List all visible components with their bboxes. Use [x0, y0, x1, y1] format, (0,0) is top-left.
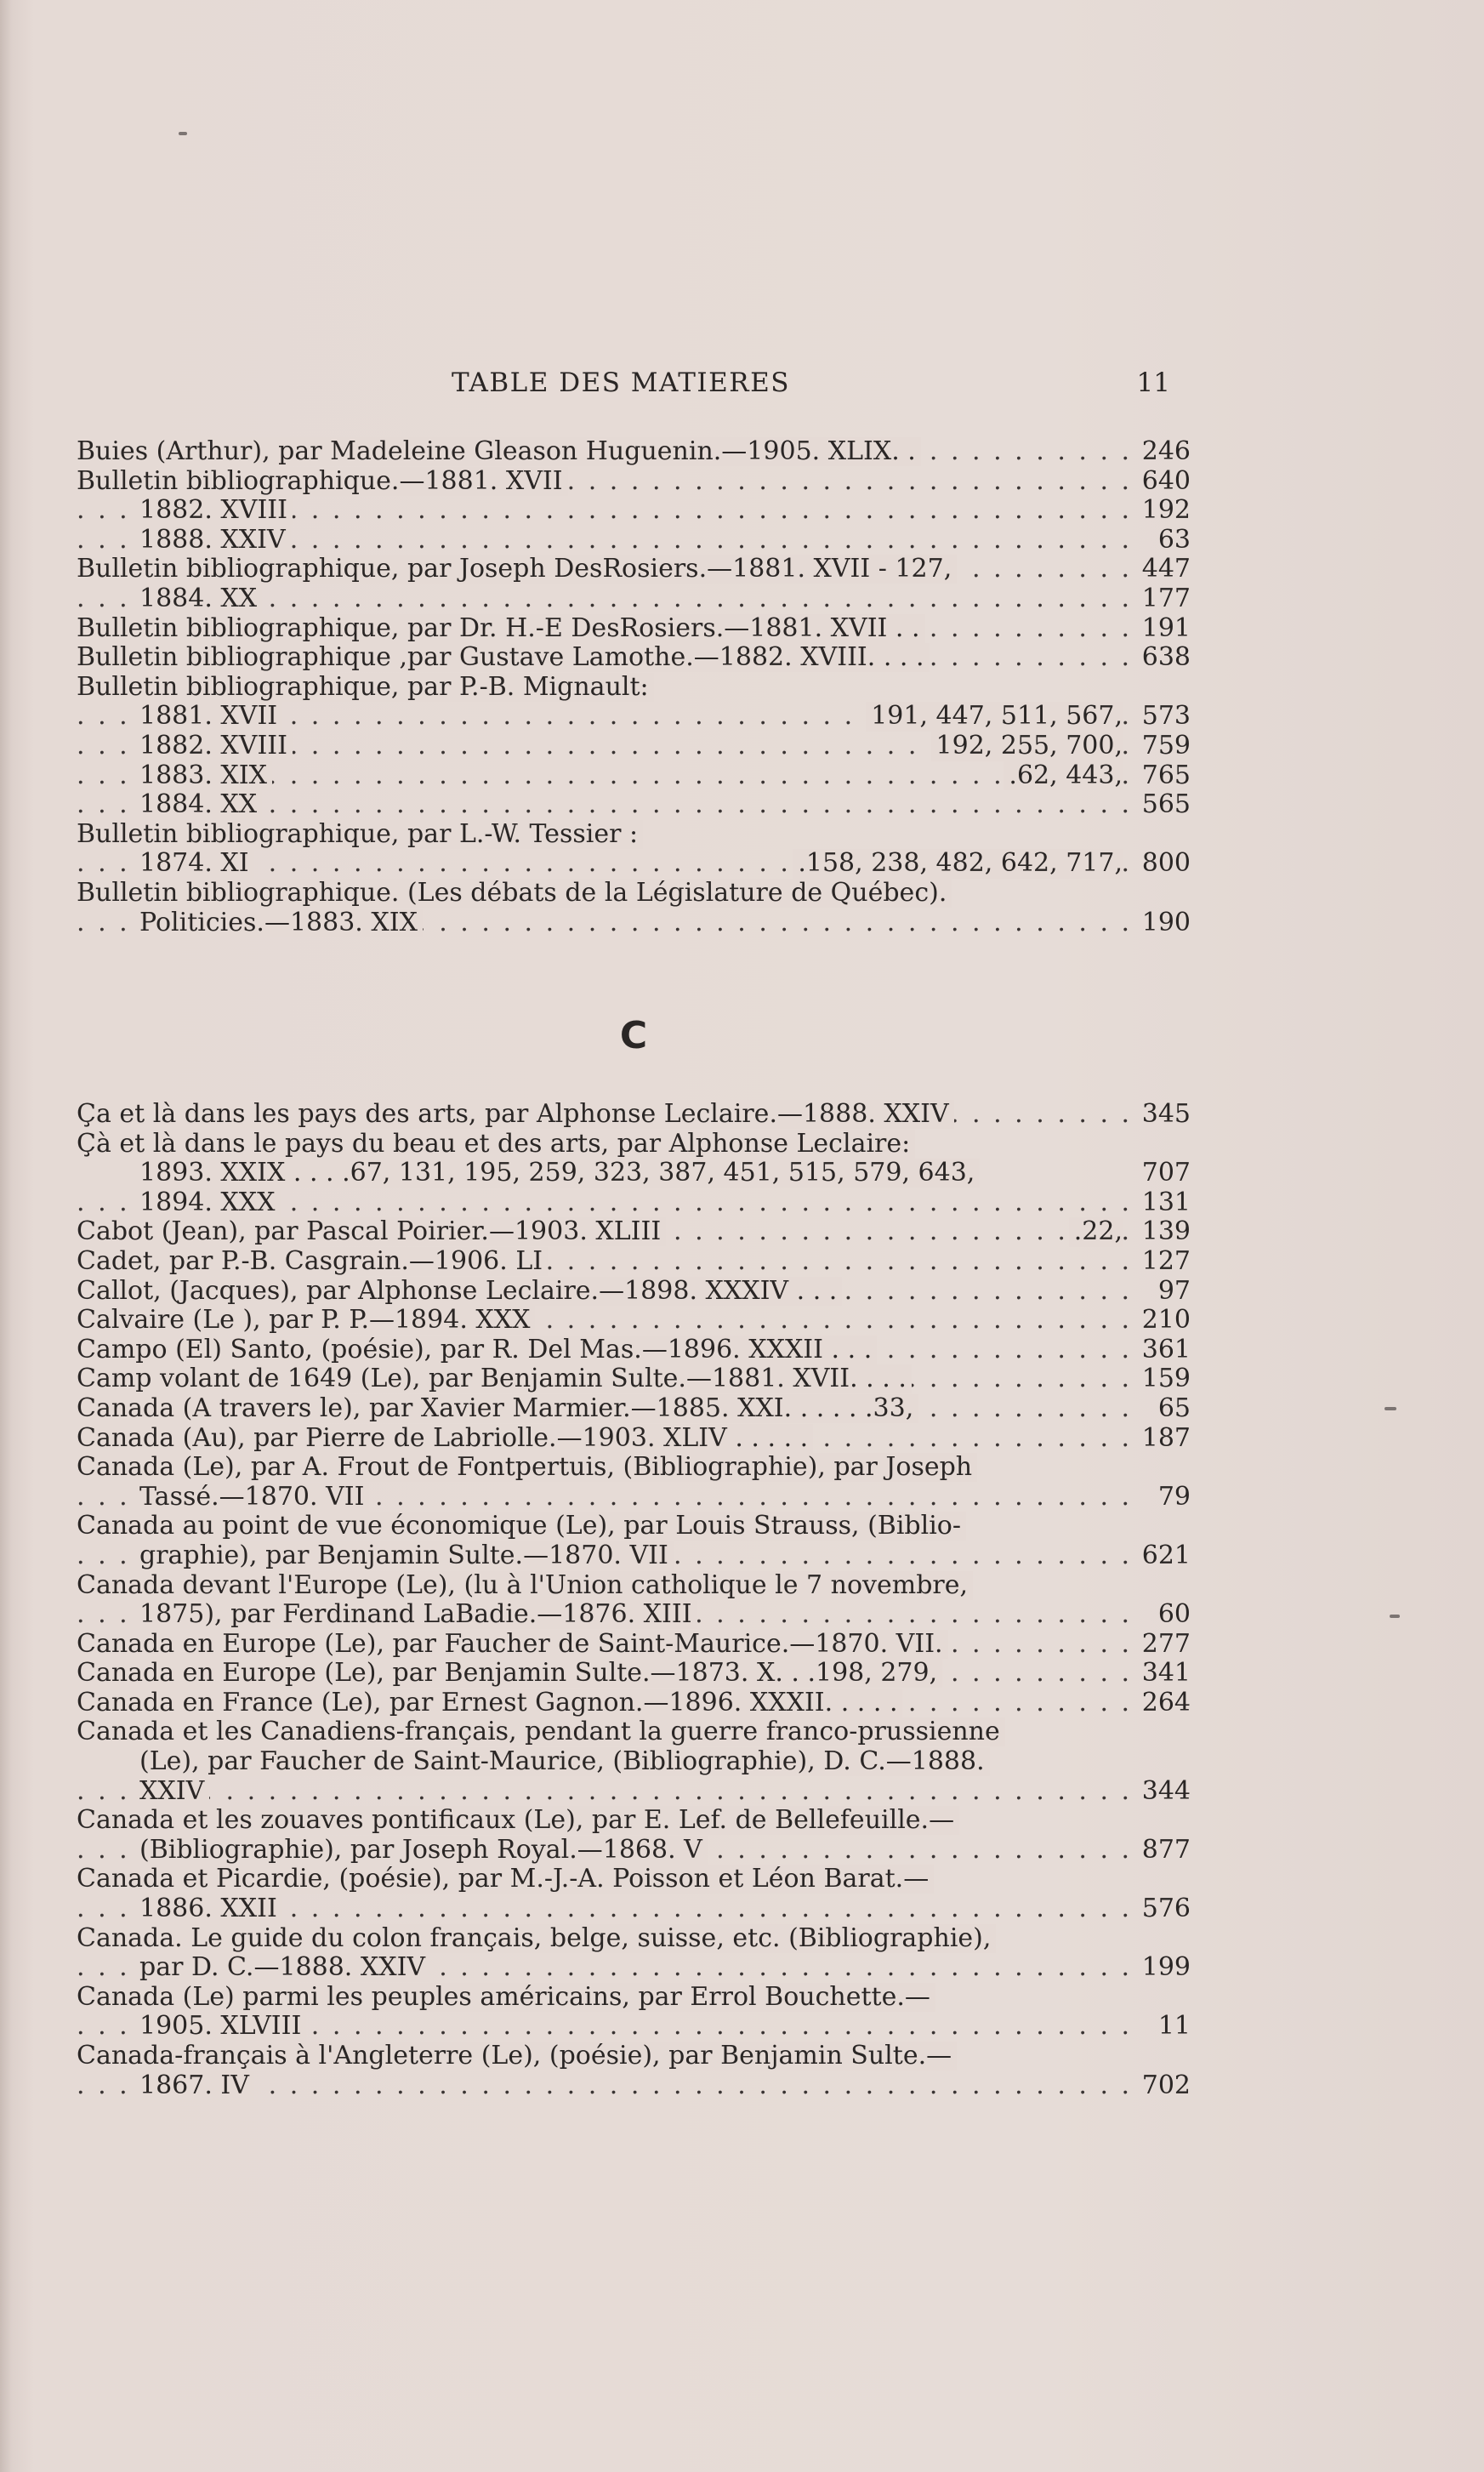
- index-entry: [77, 1983, 1191, 2042]
- page-number: 127: [1141, 1246, 1191, 1276]
- entry-continuation-line: [77, 526, 1191, 555]
- entry-line: [77, 673, 1191, 703]
- entry-text: 1894. XXX: [139, 1188, 281, 1217]
- entry-line: [77, 820, 1191, 850]
- page-number: 246: [1141, 437, 1191, 466]
- entry-text: Canada (Le), par A. Frout de Fontpertuis, (Bibliographie), par Joseph: [77, 1453, 977, 1482]
- entry-line: [77, 1364, 1191, 1394]
- dot-leader: [77, 1777, 1129, 1807]
- page-number: 576: [1141, 1894, 1191, 1924]
- index-entry: [77, 1100, 1191, 1130]
- index-entry: [77, 1424, 1191, 1454]
- entry-line: [77, 1512, 1191, 1541]
- entry-text: Calvaire (Le ), par P. P.—1894. XXX: [77, 1306, 535, 1335]
- entry-text: 1888. XXIV: [139, 526, 291, 555]
- entry-text: Bulletin bibliographique, par P.-B. Mignault:: [77, 673, 654, 702]
- page-number: 190: [1141, 908, 1191, 937]
- entry-line: [77, 1717, 1191, 1747]
- index-entry: [77, 1571, 1191, 1630]
- entry-line: [77, 2042, 1191, 2071]
- entry-continuation-line: [77, 1159, 1191, 1188]
- entry-text: 1883. XIX: [139, 761, 272, 790]
- page-number: 210: [1141, 1306, 1191, 1336]
- page-number: 759: [1141, 731, 1191, 760]
- page-number: 65: [1157, 1393, 1191, 1423]
- entry-text: Canada. Le guide du colon français, belge, suisse, etc. (Bibliographie),: [77, 1924, 996, 1953]
- entry-text: Canada en France (Le), par Ernest Gagnon.—1896. XXXII. . . . .: [77, 1689, 902, 1717]
- entry-text: Canada en Europe (Le), par Faucher de Saint-Maurice.—1870. VII.: [77, 1630, 948, 1659]
- header-page-number: 11: [1136, 367, 1170, 398]
- page-number: 621: [1141, 1541, 1191, 1570]
- entry-text: Ça et là dans les pays des arts, par Alphonse Leclaire.—1888. XXIV: [77, 1100, 954, 1129]
- entry-text: Callot, (Jacques), par Alphonse Leclaire.—1898. XXXIV . . .: [77, 1277, 842, 1306]
- entry-line: [77, 1983, 1191, 2013]
- index-section-c: [77, 1100, 1191, 2100]
- entry-line: [77, 1217, 1191, 1247]
- entry-text: Tassé.—1870. VII: [139, 1483, 369, 1512]
- page-number: 707: [1141, 1159, 1191, 1188]
- index-entry: [77, 673, 1191, 820]
- entry-text: Bulletin bibliographique ,par Gustave Lamothe.—1882. XVIII. . . .: [77, 643, 930, 672]
- index-entry: [77, 879, 1191, 937]
- entry-text: par D. C.—1888. XXIV: [139, 1953, 430, 1982]
- entry-text: Canada (A travers le), par Xavier Marmier.—1885. XXI. . . . . .33,: [77, 1394, 918, 1423]
- index-entry: [77, 1247, 1191, 1277]
- entry-text: Bulletin bibliographique, par Dr. H.-E DesRosiers.—1881. XVII . .: [77, 614, 925, 643]
- entry-text: 1867. IV: [139, 2071, 254, 2100]
- page-number: 60: [1157, 1600, 1191, 1630]
- index-entry: [77, 1924, 1191, 1983]
- entry-text: graphie), par Benjamin Sulte.—1870. VII: [139, 1541, 674, 1570]
- entry-continuation-line: [77, 496, 1191, 526]
- index-entry: [77, 1453, 1191, 1512]
- index-entry: [77, 437, 1191, 467]
- entry-text: Canada-français à l'Angleterre (Le), (poésie), par Benjamin Sulte.—: [77, 2042, 957, 2070]
- entry-line: [77, 1424, 1191, 1454]
- entry-continuation-line: [77, 1600, 1191, 1630]
- entry-continuation-line: [77, 1541, 1191, 1571]
- entry-continuation-line: [77, 1188, 1191, 1218]
- index-entry: [77, 614, 1191, 644]
- page-references: .22,: [1069, 1217, 1123, 1247]
- entry-text: (Bibliographie), par Joseph Royal.—1868. V: [139, 1836, 708, 1865]
- entry-text: Politicies.—1883. XIX: [139, 908, 423, 937]
- index-entry: [77, 1217, 1191, 1247]
- paper-speck: [179, 132, 187, 135]
- section-letter-heading: C: [619, 1014, 648, 1057]
- entry-line: [77, 1306, 1191, 1336]
- entry-text: Canada et les Canadiens-français, pendant la guerre franco-prussienne: [77, 1717, 1005, 1746]
- page-references: .62, 443,: [1004, 761, 1123, 791]
- page-number: 79: [1157, 1482, 1191, 1512]
- page-references: 192, 255, 700,: [931, 732, 1123, 761]
- page-number: 361: [1141, 1335, 1191, 1364]
- index-entry: [77, 1364, 1191, 1394]
- entry-text: XXIV: [139, 1777, 209, 1806]
- page-number: 63: [1157, 525, 1191, 555]
- entry-continuation-line: [77, 1777, 1191, 1807]
- entry-text: Campo (El) Santo, (poésie), par R. Del Mas.—1896. XXXII . . .: [77, 1336, 877, 1364]
- entry-continuation-line: [77, 2071, 1191, 2101]
- entry-text: Çà et là dans le pays du beau et des arts, par Alphonse Leclaire:: [77, 1130, 915, 1159]
- page-number: 97: [1157, 1276, 1191, 1306]
- entry-line: [77, 555, 1191, 584]
- page-number: 877: [1141, 1835, 1191, 1865]
- paper-speck: [1384, 1407, 1396, 1410]
- entry-line: [77, 1336, 1191, 1365]
- entry-text: 1881. XVII: [139, 702, 282, 731]
- entry-line: [77, 1100, 1191, 1130]
- paper-speck: [1390, 1615, 1400, 1618]
- entry-continuation-line: [77, 1483, 1191, 1512]
- page-number: 159: [1141, 1364, 1191, 1394]
- page-number: 341: [1141, 1659, 1191, 1689]
- entry-text: Canada (Le) parmi les peuples américains, par Errol Bouchette.—: [77, 1983, 935, 2012]
- index-entry: [77, 1689, 1191, 1718]
- entry-text: Canada devant l'Europe (Le), (lu à l'Union catholique le 7 novembre,: [77, 1571, 973, 1600]
- page-references: 191, 447, 511, 567,: [866, 702, 1123, 732]
- index-entry: [77, 1306, 1191, 1336]
- index-section-b: [77, 437, 1191, 937]
- entry-continuation-line: [77, 908, 1191, 938]
- index-entry: [77, 1130, 1191, 1218]
- index-entry: [77, 1336, 1191, 1365]
- page-number: 277: [1141, 1629, 1191, 1659]
- entry-text: 1875), par Ferdinand LaBadie.—1876. XIII: [139, 1600, 697, 1629]
- page-number: 264: [1141, 1688, 1191, 1717]
- entry-text: Bulletin bibliographique.—1881. XVII: [77, 467, 568, 496]
- entry-text: Canada et les zouaves pontificaux (Le), par E. Lef. de Bellefeuille.—: [77, 1806, 959, 1835]
- page-number: 447: [1141, 555, 1191, 584]
- entry-line: [77, 437, 1191, 467]
- page-number: 187: [1141, 1423, 1191, 1453]
- entry-line: [77, 1247, 1191, 1277]
- entry-line: [77, 1130, 1191, 1159]
- entry-line: [77, 1453, 1191, 1483]
- entry-line: [77, 1924, 1191, 1954]
- index-entry: [77, 1806, 1191, 1865]
- entry-continuation-line: [77, 849, 1191, 879]
- page-number: 345: [1141, 1100, 1191, 1129]
- entry-text: Cadet, par P.-B. Casgrain.—1906. LI: [77, 1247, 548, 1276]
- entry-continuation-line: [77, 1747, 1191, 1777]
- entry-line: [77, 1806, 1191, 1836]
- entry-text: 1893. XXIX . . . .67, 131, 195, 259, 323, 387, 451, 515, 579, 643,: [139, 1159, 980, 1188]
- entry-text: 1905. XLVIII: [139, 2012, 306, 2041]
- index-entry: [77, 1630, 1191, 1660]
- entry-text: 1886. XXII: [139, 1894, 282, 1923]
- index-entry: [77, 643, 1191, 673]
- entry-line: [77, 1571, 1191, 1601]
- index-entry: [77, 1659, 1191, 1689]
- entry-line: [77, 643, 1191, 673]
- index-entry: [77, 1865, 1191, 1923]
- index-entry: [77, 555, 1191, 613]
- header-title: TABLE DES MATIERES: [452, 367, 790, 398]
- entry-text: Bulletin bibliographique, par L.-W. Tessier :: [77, 820, 643, 849]
- page-number: 191: [1141, 613, 1191, 643]
- entry-continuation-line: [77, 702, 1191, 732]
- index-entry: [77, 2042, 1191, 2100]
- entry-line: [77, 1277, 1191, 1307]
- entry-line: [77, 614, 1191, 644]
- entry-text: Canada et Picardie, (poésie), par M.-J.-A. Poisson et Léon Barat.—: [77, 1865, 934, 1894]
- entry-continuation-line: [77, 2012, 1191, 2042]
- entry-text: 1884. XX: [139, 584, 262, 613]
- page-number: 765: [1141, 760, 1191, 790]
- page-number: 11: [1157, 2012, 1191, 2042]
- index-entry: [77, 1717, 1191, 1806]
- entry-continuation-line: [77, 732, 1191, 761]
- entry-line: [77, 1659, 1191, 1689]
- entry-continuation-line: [77, 1894, 1191, 1924]
- page-number: 139: [1141, 1217, 1191, 1247]
- entry-text: Bulletin bibliographique, par Joseph DesRosiers.—1881. XVII - 127,: [77, 555, 957, 584]
- entry-line: [77, 467, 1191, 497]
- page-references: .158, 238, 482, 642, 717,: [793, 849, 1123, 879]
- index-entry: [77, 467, 1191, 555]
- index-entry: [77, 1394, 1191, 1424]
- page-number: 565: [1141, 790, 1191, 820]
- page-number: 344: [1141, 1776, 1191, 1806]
- page-number: 800: [1141, 849, 1191, 879]
- entry-continuation-line: [77, 761, 1191, 791]
- page-number: 640: [1141, 466, 1191, 496]
- entry-line: [77, 1865, 1191, 1894]
- page-number: 702: [1141, 2070, 1191, 2100]
- entry-text: (Le), par Faucher de Saint-Maurice, (Bibliographie), D. C.—1888.: [139, 1747, 990, 1776]
- page-number: 192: [1141, 496, 1191, 526]
- index-entry: [77, 1277, 1191, 1307]
- page-number: 638: [1141, 643, 1191, 673]
- entry-line: [77, 1630, 1191, 1660]
- entry-line: [77, 879, 1191, 908]
- entry-line: [77, 1689, 1191, 1718]
- entry-text: Cabot (Jean), par Pascal Poirier.—1903. XLIII: [77, 1217, 666, 1246]
- entry-text: Buies (Arthur), par Madeleine Gleason Huguenin.—1905. XLIX. .: [77, 437, 921, 466]
- entry-continuation-line: [77, 790, 1191, 820]
- entry-text: Camp volant de 1649 (Le), par Benjamin Sulte.—1881. XVII. . . .: [77, 1364, 912, 1393]
- page-number: 573: [1141, 702, 1191, 732]
- entry-text: 1874. XI: [139, 849, 254, 878]
- entry-text: Canada (Au), par Pierre de Labriolle.—1903. XLIV . . . . .: [77, 1424, 813, 1453]
- entry-continuation-line: [77, 1836, 1191, 1865]
- entry-continuation-line: [77, 584, 1191, 614]
- entry-text: Bulletin bibliographique. (Les débats de la Législature de Québec).: [77, 879, 952, 908]
- entry-line: [77, 1394, 1191, 1424]
- page-number: 177: [1141, 584, 1191, 613]
- entry-text: 1884. XX: [139, 790, 262, 819]
- entry-text: 1882. XVIII: [139, 496, 293, 525]
- index-entry: [77, 1512, 1191, 1570]
- entry-continuation-line: [77, 1953, 1191, 1983]
- entry-text: Canada en Europe (Le), par Benjamin Sulte.—1873. X. . .198, 279,: [77, 1659, 942, 1688]
- running-header: [77, 367, 1170, 402]
- page-number: 131: [1141, 1188, 1191, 1217]
- index-entry: [77, 820, 1191, 879]
- page-number: 199: [1141, 1953, 1191, 1983]
- entry-text: Canada au point de vue économique (Le), par Louis Strauss, (Biblio-: [77, 1512, 966, 1541]
- entry-text: 1882. XVIII: [139, 732, 293, 760]
